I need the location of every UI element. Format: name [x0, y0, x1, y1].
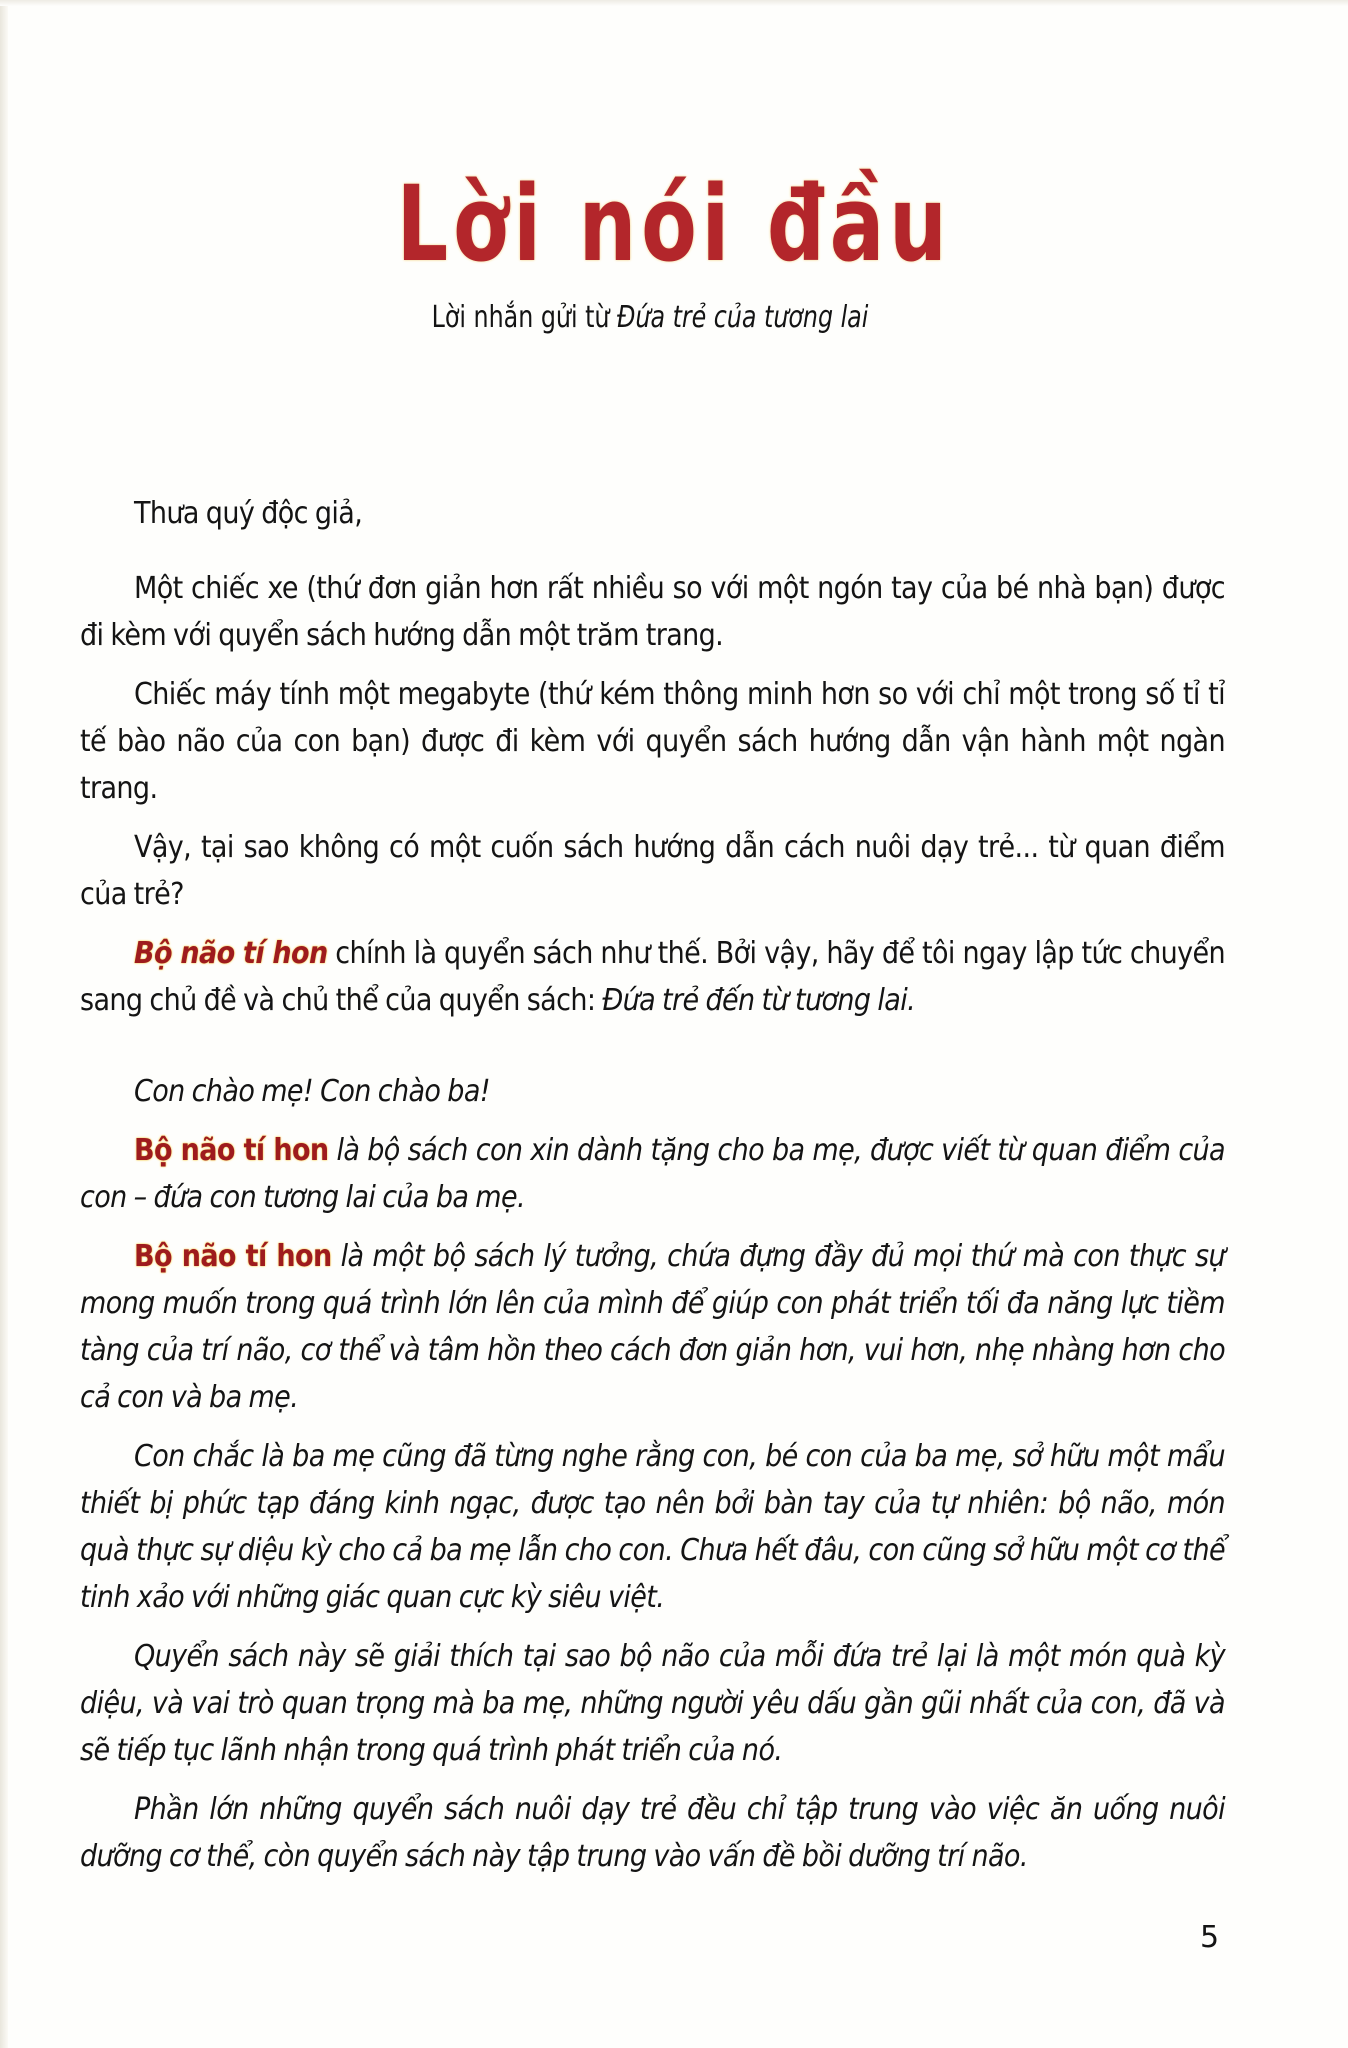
preface-body [80, 490, 1225, 1892]
paragraph-italic-text: Đứa trẻ đến từ tương lai. [602, 983, 916, 1018]
page-number: 5 [1200, 1920, 1220, 1955]
paragraph-question: Vậy, tại sao không có một cuốn sách hướng dẫn cách nuôi dạy trẻ... từ quan điểm của trẻ? [80, 830, 1225, 912]
book-series-name: Bộ não tí hon [134, 1133, 329, 1168]
paragraph-text: là bộ sách con xin dành tặng cho ba mẹ, được viết từ quan điểm của con – đứa con tương lai của ba mẹ. [80, 1133, 1225, 1215]
paragraph-brain-gift: Con chắc là ba mẹ cũng đã từng nghe rằng con, bé con của ba mẹ, sở hữu một mẩu thiết bị phức tạp đáng kinh ngạc, được tạo nên bởi bàn tay của tự nhiên: bộ não, món quà thực sự diệu kỳ cho cả ba mẹ lẫn cho con. Chưa hết đâu, con cũng sở hữu một cơ thể tinh xảo với những giác quan cực kỳ siêu việt. [80, 1439, 1225, 1615]
salutation: Thưa quý độc giả, [134, 496, 363, 531]
chapter-title: Lời nói đầu [396, 163, 952, 285]
paragraph-book-intro [80, 930, 1225, 1024]
subtitle-plain: Lời nhắn gửi từ [431, 300, 618, 335]
paragraph-book-explains: Quyển sách này sẽ giải thích tại sao bộ não của mỗi đứa trẻ lại là một món quà kỳ diệu, và vai trò quan trọng mà ba mẹ, những người yêu dấu gần gũi nhất của con, đã và sẽ tiếp tục lãnh nhận trong quá trình phát triển của nó. [80, 1639, 1225, 1768]
book-series-name: Bộ não tí hon [134, 936, 328, 971]
greeting-line: Con chào mẹ! Con chào ba! [134, 1074, 490, 1109]
subtitle-italic: Đứa trẻ của tương lai [617, 300, 869, 335]
page-edge-shadow [0, 0, 8, 2048]
paragraph-ideal-series [80, 1233, 1225, 1421]
paragraph-text: là một bộ sách lý tưởng, chứa đựng đầy đủ mọi thứ mà con thực sự mong muốn trong quá trình lớn lên của mình để giúp con phát triển tối đa năng lực tiềm tàng của trí não, cơ thể và tâm hồn theo cách đơn giản hơn, vui hơn, nhẹ nhàng hơn cho cả con và ba mẹ. [80, 1239, 1225, 1415]
paragraph-brain-nurture: Phần lớn những quyển sách nuôi dạy trẻ đều chỉ tập trung vào việc ăn uống nuôi dưỡng cơ thể, còn quyển sách này tập trung vào vấn đề bồi dưỡng trí não. [80, 1792, 1225, 1874]
paragraph-computer-manual: Chiếc máy tính một megabyte (thứ kém thông minh hơn so với chỉ một trong số tỉ tỉ tế bào não của con bạn) được đi kèm với quyển sách hướng dẫn vận hành một ngàn trang. [80, 677, 1225, 806]
page-top-edge [0, 0, 1348, 6]
paragraph-car-manual: Một chiếc xe (thứ đơn giản hơn rất nhiều so với một ngón tay của bé nhà bạn) được đi kèm với quyển sách hướng dẫn một trăm trang. [80, 571, 1225, 653]
paragraph-dedication [80, 1127, 1225, 1221]
chapter-subtitle [78, 300, 1222, 335]
book-series-name: Bộ não tí hon [134, 1239, 332, 1274]
paragraph-text: chính là quyển sách như thế. Bởi vậy, hãy để tôi ngay lập tức chuyển sang chủ đề và chủ thể của quyển sách: [80, 936, 1225, 1018]
